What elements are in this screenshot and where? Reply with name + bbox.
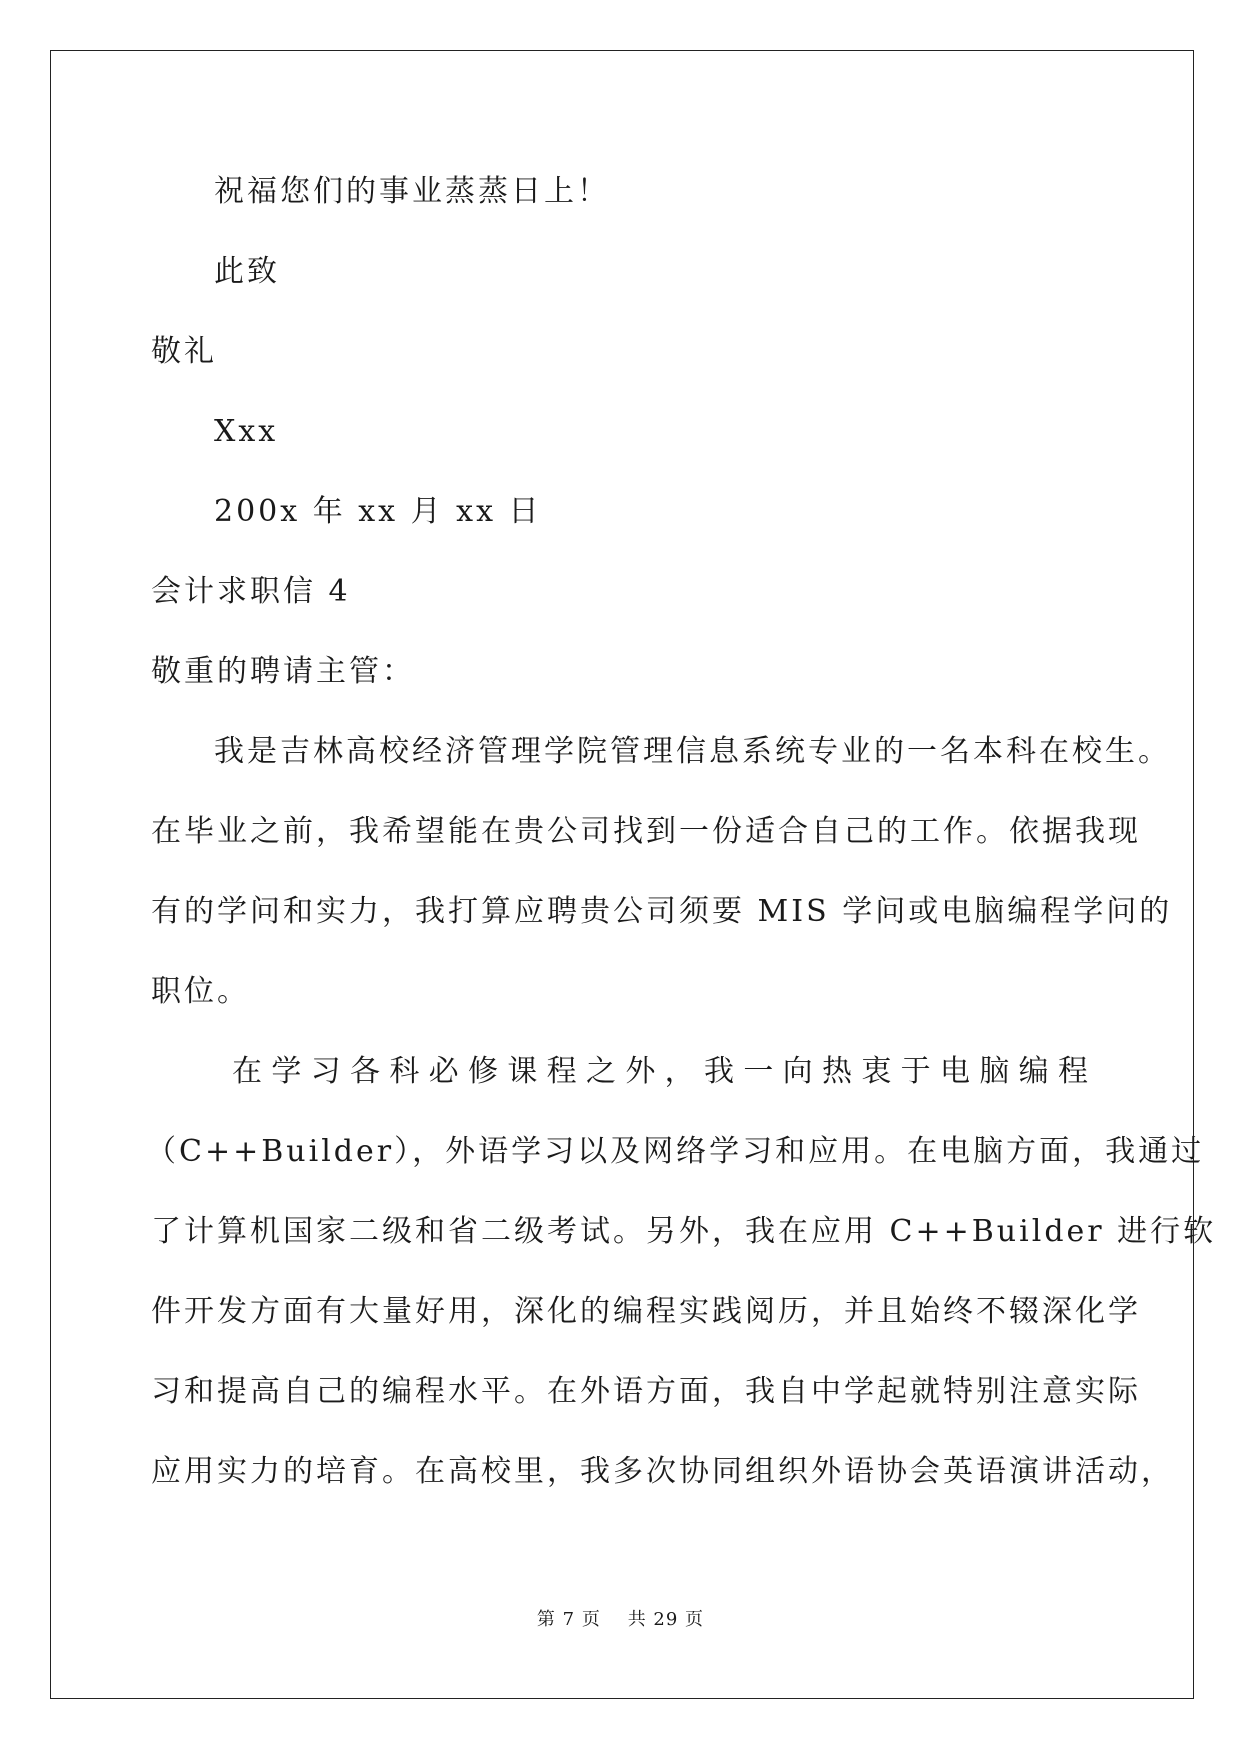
paragraph-line: 应用实力的培育。在高校里，我多次协同组织外语协会英语演讲活动，: [151, 1454, 1174, 1489]
section-heading: 会计求职信 4: [151, 574, 351, 609]
signature-date: 200x 年 xx 月 xx 日: [214, 494, 542, 529]
paragraph-line: 在学习各科必修课程之外，我一向热衷于电脑编程: [232, 1054, 1091, 1089]
paragraph-line: 有的学问和实力，我打算应聘贵公司须要 MIS 学问或电脑编程学问的: [151, 894, 1173, 929]
paragraph-line: （C++Builder），外语学习以及网络学习和应用。在电脑方面，我通过: [146, 1134, 1205, 1169]
paragraph-line: 习和提高自己的编程水平。在外语方面，我自中学起就特别注意实际: [151, 1374, 1141, 1409]
paragraph-line: 我是吉林高校经济管理学院管理信息系统专业的一名本科在校生。: [214, 734, 1171, 769]
paragraph-line: 职位。: [151, 974, 250, 1009]
salutation-cizhi: 此致: [214, 254, 280, 289]
paragraph-line: 在毕业之前，我希望能在贵公司找到一份适合自己的工作。依据我现: [151, 814, 1141, 849]
signature-name: Xxx: [214, 414, 279, 449]
paragraph-line: 了计算机国家二级和省二级考试。另外，我在应用 C++Builder 进行软: [151, 1214, 1217, 1249]
salutation-jingli: 敬礼: [151, 334, 217, 369]
letter-greeting: 敬重的聘请主管：: [151, 654, 415, 689]
paragraph-line: 件开发方面有大量好用，深化的编程实践阅历，并且始终不辍深化学: [151, 1294, 1141, 1329]
closing-wish: 祝福您们的事业蒸蒸日上！: [214, 174, 610, 209]
page-number-footer: 第 7 页 共 29 页: [536, 1609, 705, 1630]
